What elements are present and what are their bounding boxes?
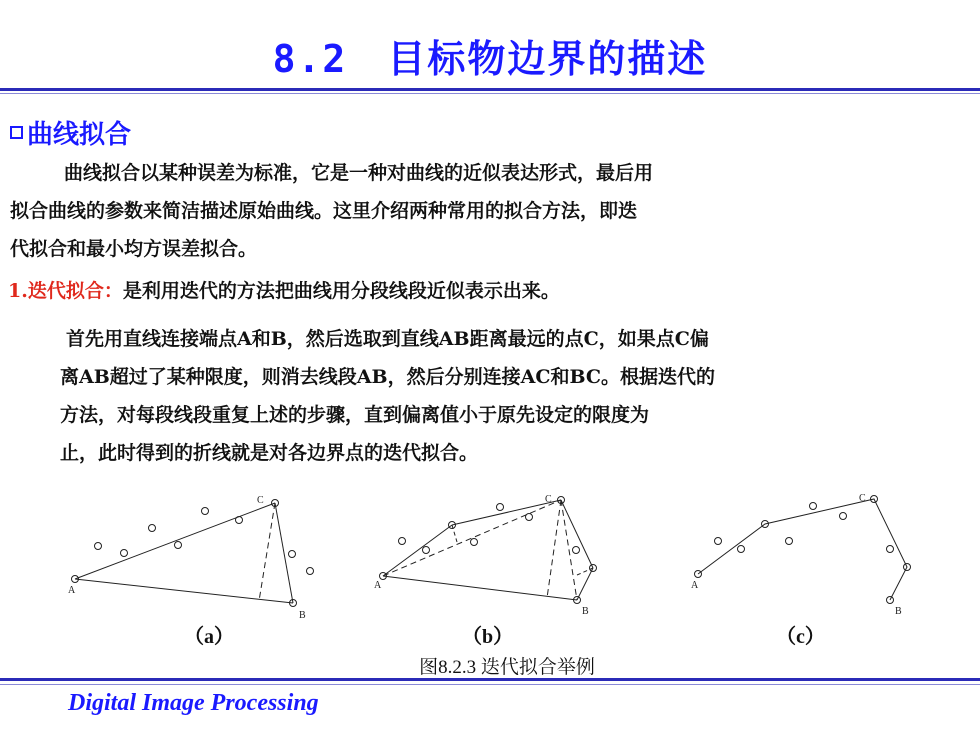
section-heading [10,114,131,151]
top-divider-thin [0,93,980,94]
detail-paragraph [60,320,940,472]
bottom-divider [0,678,980,681]
bottom-divider-thin [0,684,980,685]
title-text: 目标物边界的描述 [387,37,708,81]
list-item-iterative [8,276,560,303]
detail-line-3: 方法，对每段线段重复上述的步骤，直到偏离值小于原先设定的限度为 [60,404,650,426]
point-a-label-b: A [374,580,382,591]
subfigure-label-a: （a） [184,626,234,648]
square-bullet-icon [10,126,23,139]
intro-line-3: 代拟合和最小均方误差拟合。 [10,238,258,260]
item-label: 1.迭代拟合： [8,280,123,302]
point-c-label-b: C [545,494,552,505]
point-b-label: B [299,610,306,621]
intro-line-1: 曲线拟合以某种误差为标准，它是一种对曲线的近似表达形式，最后用 [64,162,654,184]
diagram-a [72,500,314,607]
subfigure-label-c: （c） [776,626,825,648]
point-a-label-c: A [691,580,699,591]
detail-line-2: 离AB超过了某种限度，则消去线段AB，然后分别连接AC和BC。根据迭代的 [60,366,716,388]
point-c-label: C [257,495,264,506]
point-b-label-b: B [582,606,589,617]
top-divider [0,88,980,91]
point-c-label-c: C [859,493,866,504]
detail-line-4: 止，此时得到的折线就是对各边界点的迭代拟合。 [60,442,479,464]
iterative-fit-figure [55,490,935,625]
intro-paragraph [10,154,930,268]
point-a-label: A [68,585,76,596]
subfigure-label-b: （b） [462,626,514,648]
diagram-c [695,496,911,604]
footer-text: Digital Image Processing [68,690,319,716]
intro-line-2: 拟合曲线的参数来简洁描述原始曲线。这里介绍两种常用的拟合方法，即迭 [10,200,638,222]
figure-caption: 图8.2.3 迭代拟合举例 [419,657,595,678]
heading-text: 曲线拟合 [27,120,132,150]
item-text: 是利用迭代的方法把曲线用分段线段近似表示出来。 [122,280,560,302]
slide-title [0,28,980,83]
diagram-b [380,497,597,604]
point-b-label-c: B [895,606,902,617]
section-number: 8.2 [272,37,348,81]
detail-line-1: 首先用直线连接端点A和B，然后选取到直线AB距离最远的点C，如果点C偏 [66,328,709,350]
